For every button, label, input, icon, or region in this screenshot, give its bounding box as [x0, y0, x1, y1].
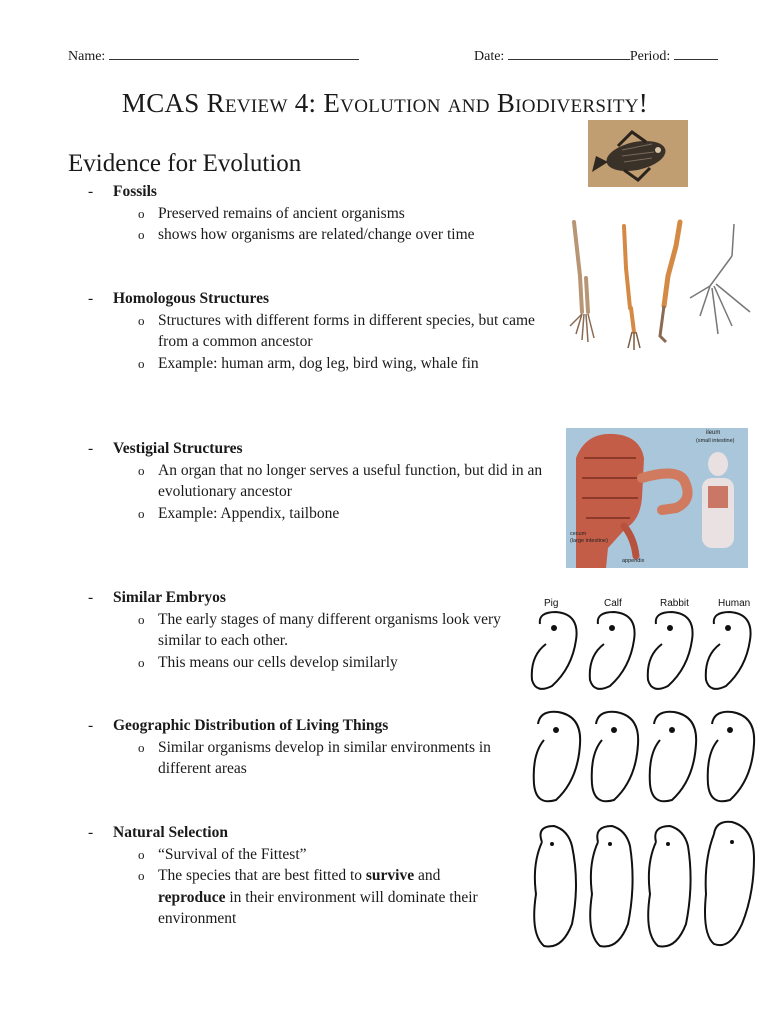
- label-cecum: cecum: [570, 531, 587, 537]
- section-title: Similar Embryos: [113, 589, 226, 606]
- section-heading: Evidence for Evolution: [68, 150, 302, 177]
- embryo-label-rabbit: Rabbit: [660, 598, 689, 609]
- section-fossils: - Fossils o Preserved remains of ancient organisms o shows how organisms are related/change over time: [88, 181, 528, 246]
- keyword-reproduce: reproduce: [158, 888, 226, 906]
- period-blank[interactable]: [674, 47, 718, 60]
- bullet-text: The species that are best fitted to survive and reproduce in their environment will dominate their environment: [158, 867, 478, 927]
- section-geographic: - Geographic Distribution of Living Things o Similar organisms develop in similar environments in different areas: [88, 715, 508, 780]
- section-natural-selection: - Natural Selection o “Survival of the Fittest” o The species that are best fitted to survive and reproduce in their environment will dominate their environment: [88, 822, 488, 930]
- section-title: Geographic Distribution of Living Things: [113, 717, 389, 734]
- name-field: [68, 47, 359, 65]
- date-period-field: [474, 47, 718, 65]
- label-appendix: appendix: [622, 558, 645, 564]
- section-title: Natural Selection: [113, 824, 228, 841]
- label-ileum-sub: (small intestine): [696, 438, 735, 444]
- fossil-fish-image: [588, 120, 688, 187]
- label-cecum-sub: (large intestine): [570, 538, 608, 544]
- name-label: Name:: [68, 49, 106, 64]
- embryo-label-pig: Pig: [544, 598, 559, 609]
- embryo-label-calf: Calf: [604, 598, 622, 609]
- section-embryos: - Similar Embryos o The early stages of many different organisms look very similar to each other. o This means our cells develop similarly: [88, 587, 508, 673]
- keyword-survive: survive: [365, 867, 415, 884]
- bullet-text: Structures with different forms in different species, but came from a common ancestor: [158, 311, 535, 350]
- bullet-text: shows how organisms are related/change over time: [158, 226, 475, 243]
- embryo-label-human: Human: [718, 598, 751, 609]
- bullet-text: Example: human arm, dog leg, bird wing, whale fin: [158, 354, 479, 372]
- label-ileum: ileum: [706, 430, 721, 436]
- intestine-appendix-image: [566, 428, 748, 568]
- bullet-text: An organ that no longer serves a useful function, but did in an evolutionary ancestor: [158, 461, 543, 500]
- bullet-text: Preserved remains of ancient organisms: [158, 204, 405, 222]
- embryo-comparison-image: [528, 594, 768, 958]
- section-title: Fossils: [113, 183, 157, 200]
- section-homologous: - Homologous Structures o Structures with different forms in different species, but came from a common ancestor o Example: human arm, dog leg, bird wing, whale fin: [88, 288, 548, 374]
- section-vestigial: - Vestigial Structures o An organ that no longer serves a useful function, but did in an evolutionary ancestor o Example: Appendix, tailbone: [88, 438, 548, 524]
- homologous-limbs-image: [562, 216, 758, 352]
- page-title: MCAS Review 4: Evolution and Biodiversity!: [121, 88, 649, 118]
- bullet-text: Example: Appendix, tailbone: [158, 504, 340, 522]
- section-title: Vestigial Structures: [113, 440, 243, 457]
- section-title: Homologous Structures: [113, 290, 270, 307]
- date-label: Date:: [474, 49, 505, 64]
- bullet-text: This means our cells develop similarly: [158, 653, 398, 671]
- bullet-text: The early stages of many different organisms look very similar to each other.: [158, 610, 501, 649]
- name-blank[interactable]: [109, 47, 359, 60]
- bullet-text: “Survival of the Fittest”: [158, 845, 307, 863]
- period-label: Period:: [629, 49, 671, 64]
- bullet-text: Similar organisms develop in similar environments in different areas: [158, 738, 491, 777]
- date-blank[interactable]: [508, 47, 630, 60]
